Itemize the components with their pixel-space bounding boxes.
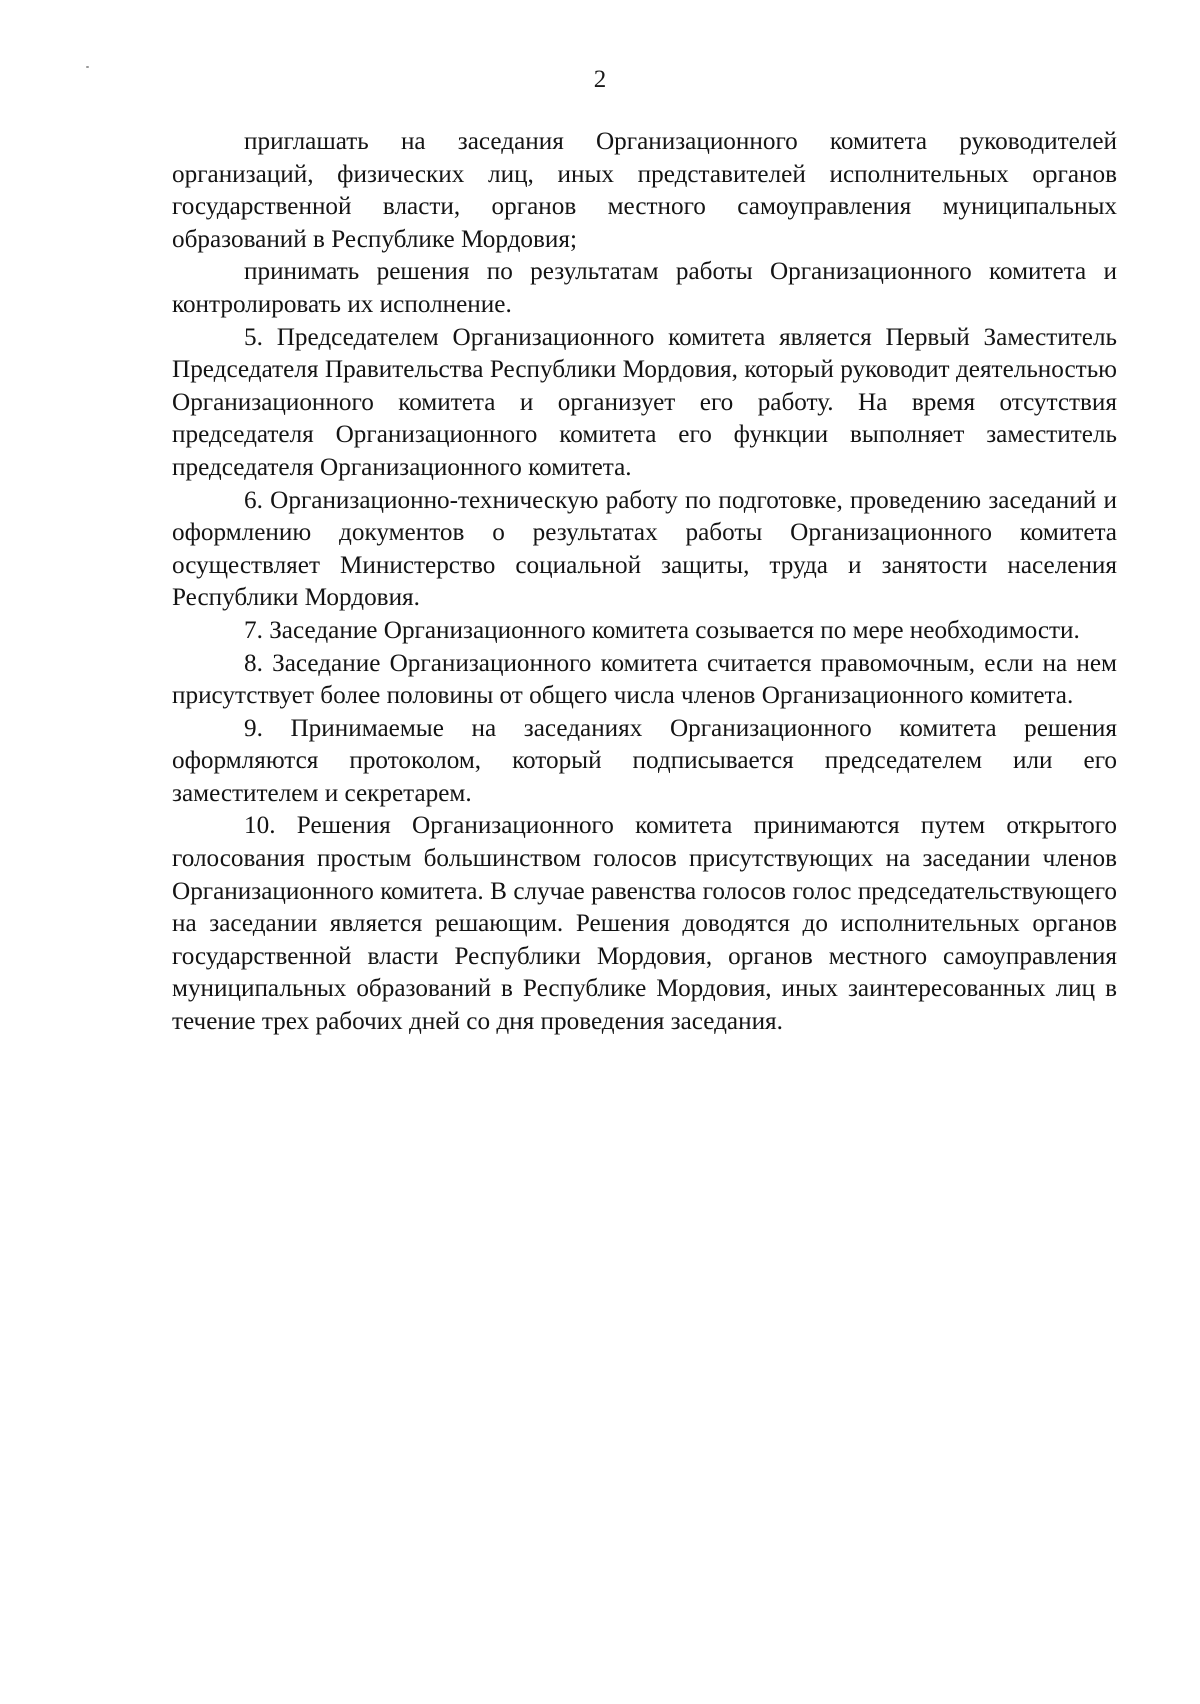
paragraph-9-protocol: 9. Принимаемые на заседаниях Организационного комитета решения оформляются протоколом, который подписывается председателем или его заместителем и секретарем. [172,714,1117,807]
paragraph-5-chairman: 5. Председателем Организационного комитета является Первый Заместитель Председателя Правительства Республики Мордовия, который руководит деятельностью Организационного комитета и организует его работу. На время отсутствия председателя Организационного комитета его функции выполняет заместитель председателя Организационного комитета. [172,323,1117,481]
paragraph-7-meeting-convened: 7. Заседание Организационного комитета созывается по мере необходимости. [244,616,1080,644]
paragraph-invite-attendees: приглашать на заседания Организационного комитета руководителей организаций, физических лиц, иных представителей исполнительных органов государственной власти, органов местного самоуправления муниципальных образований в Республике Мордовия; [172,128,1117,253]
paragraph-10-decisions: 10. Решения Организационного комитета принимаются путем открытого голосования простым большинством голосов присутствующих на заседании членов Организационного комитета. В случае равенства голосов голос председательствующего на заседании является решающим. Решения доводятся до исполнительных органов государственной власти Республики Мордовия, органов местного самоуправления муниципальных образований в Республике Мордовия, иных заинтересованных лиц в течение трех рабочих дней со дня проведения заседания. [172,812,1117,1036]
page-number: 2 [593,66,607,93]
document-body [172,126,1117,1039]
paragraph-6-organizational-work: 6. Организационно-техническую работу по подготовке, проведению заседаний и оформлению документов о результатах работы Организационного комитета осуществляет Министерство социальной защиты, труда и занятости населения Республики Мордовия. [172,486,1117,612]
paragraph-8-quorum: 8. Заседание Организационного комитета считается правомочным, если на нем присутствует более половины от общего числа членов Организационного комитета. [172,649,1117,710]
paragraph-make-decisions: принимать решения по результатам работы Организационного комитета и контролировать их исполнение. [172,258,1117,318]
